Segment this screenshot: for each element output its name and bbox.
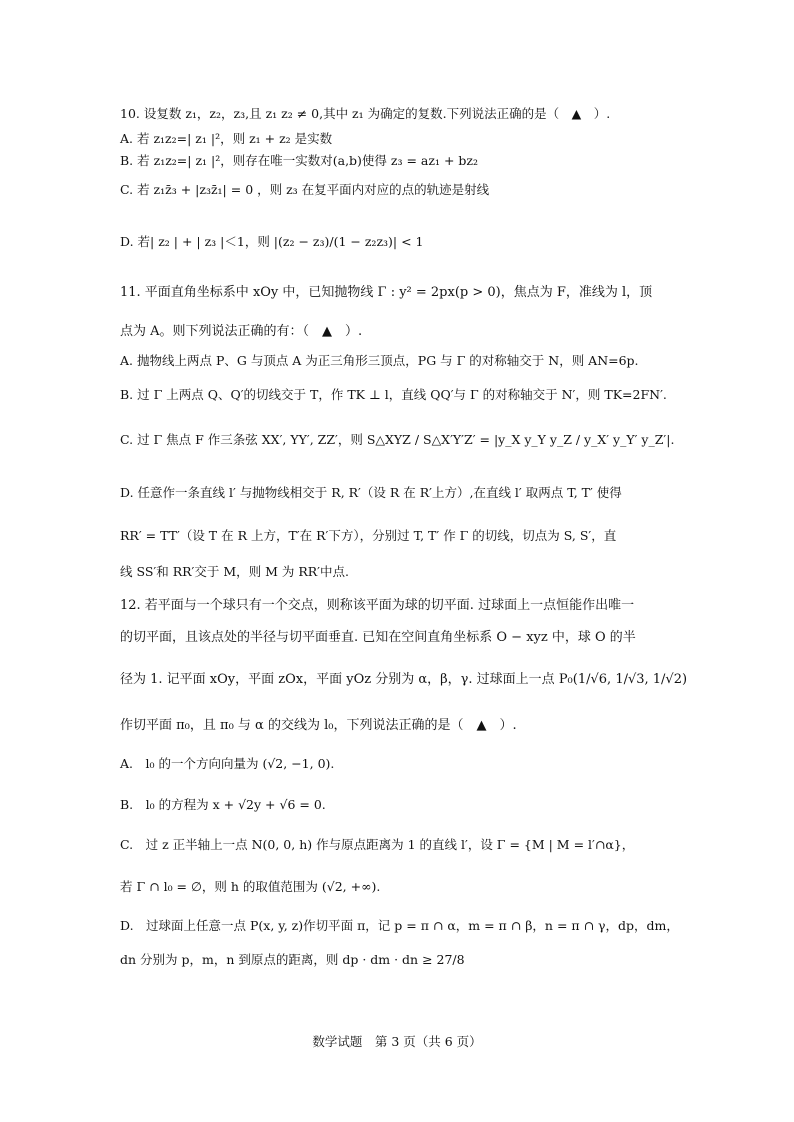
question-11-option-b: B. 过 Γ 上两点 Q、Q′的切线交于 T，作 TK ⊥ l，直线 QQ′与 Γ 的对称轴交于 N′，则 TK=2FN′. (120, 387, 667, 402)
question-11-option-d-line3: 线 SS′和 RR′交于 M，则 M 为 RR′中点. (120, 564, 349, 579)
question-12-option-c-line2: 若 Γ ∩ l₀ = ∅，则 h 的取值范围为 (√2, +∞). (120, 879, 381, 894)
question-11-option-a: A. 抛物线上两点 P、G 与顶点 A 为正三角形三顶点，PG 与 Γ 的对称轴交于 N，则 AN=6p. (120, 353, 639, 368)
question-10-option-a: A. 若 z₁z₂=| z₁ |²，则 z₁ + z₂ 是实数 (120, 131, 333, 146)
question-10-option-d: D. 若| z₂ | + | z₃ |＜1，则 |(z₂ − z₃)/(1 − z₂z₃)| < 1 (120, 234, 424, 249)
question-12-stem-line4: 作切平面 π₀，且 π₀ 与 α 的交线为 l₀，下列说法正确的是（ ▲ ）. (120, 718, 517, 733)
question-10-stem: 10. 设复数 z₁，z₂，z₃,且 z₁ z₂ ≠ 0,其中 z₁ 为确定的复数.下列说法正确的是（ ▲ ）. (120, 106, 611, 121)
question-11-option-d-line1: D. 任意作一条直线 l′ 与抛物线相交于 R, R′（设 R 在 R′上方）,在直线 l′ 取两点 T, T′ 使得 (120, 485, 622, 500)
question-12-stem-line3: 径为 1. 记平面 xOy，平面 zOx，平面 yOz 分别为 α，β，γ. 过球面上一点 P₀(1/√6, 1/√3, 1/√2) (120, 672, 688, 687)
question-11-option-c: C. 过 Γ 焦点 F 作三条弦 XX′, YY′, ZZ′，则 S△XYZ / S△X′Y′Z′ = |y_X y_Y y_Z / y_X′ y_Y′ y_Z′|. (120, 432, 675, 447)
question-11-stem-line2: 点为 A。则下列说法正确的有：（ ▲ ）. (120, 324, 363, 339)
question-12-option-a: A. l₀ 的一个方向向量为 (√2, −1, 0). (120, 756, 335, 771)
question-12-stem-line1: 12. 若平面与一个球只有一个交点，则称该平面为球的切平面. 过球面上一点恒能作出唯一 (120, 598, 635, 613)
question-12-option-c-line1: C. 过 z 正半轴上一点 N(0, 0, h) 作与原点距离为 1 的直线 l′，设 Γ = {M | M = l′∩α}， (120, 837, 635, 852)
page-footer: 数学试题 第 3 页（共 6 页） (312, 1034, 482, 1049)
question-11-option-d-line2: RR′ = TT′（设 T 在 R 上方，T′在 R′下方），分别过 T, T′ 作 Γ 的切线，切点为 S, S′，直 (120, 528, 617, 543)
question-10-option-c: C. 若 z₁z̄₃ + |z₃z̄₁| = 0 ，则 z₃ 在复平面内对应的点的轨迹是射线 (120, 182, 490, 197)
question-12-option-d-line1: D. 过球面上任意一点 P(x, y, z)作切平面 π，记 p = π ∩ α，m = π ∩ β，n = π ∩ γ，dp，dm， (120, 918, 679, 933)
question-12-option-b: B. l₀ 的方程为 x + √2y + √6 = 0. (120, 797, 326, 812)
question-12-stem-line2: 的切平面，且该点处的半径与切平面垂直. 已知在空间直角坐标系 O − xyz 中，球 O 的半 (120, 630, 636, 645)
question-11-stem-line1: 11. 平面直角坐标系中 xOy 中，已知抛物线 Γ : y² = 2px(p > 0)，焦点为 F，准线为 l，顶 (120, 285, 653, 300)
question-10-option-b: B. 若 z₁z₂=| z₁ |²，则存在唯一实数对(a,b)使得 z₃ = az₁ + bz₂ (120, 153, 478, 168)
question-12-option-d-line2: dn 分别为 p，m，n 到原点的距离，则 dp · dm · dn ≥ 27/8 (120, 952, 465, 967)
